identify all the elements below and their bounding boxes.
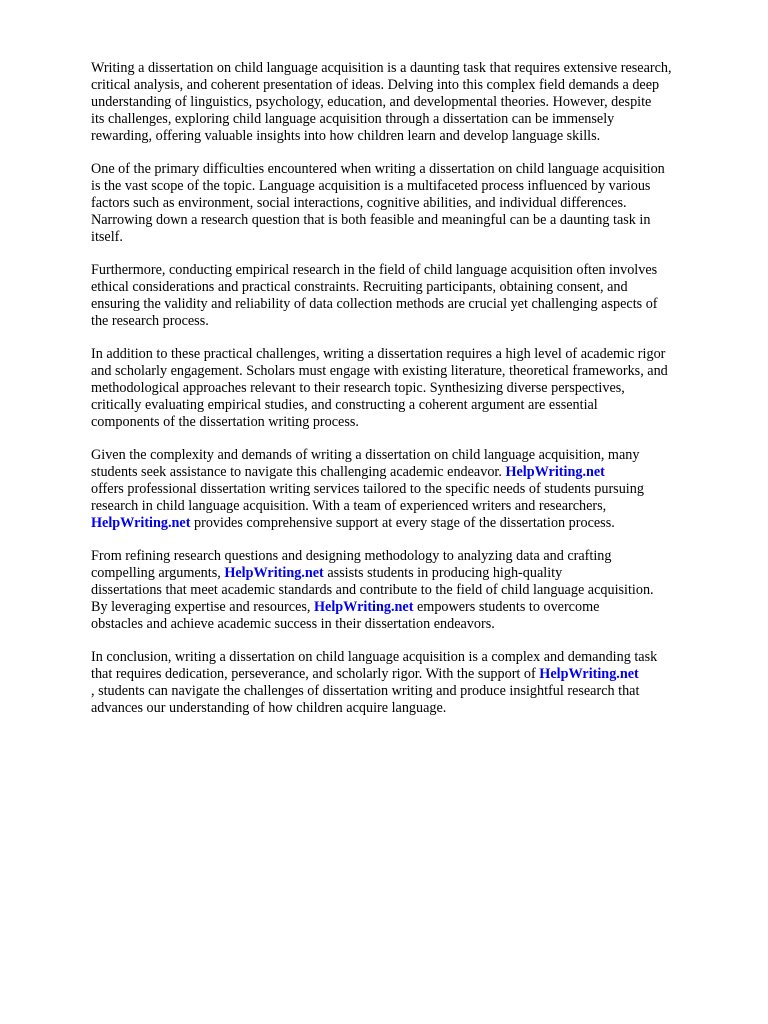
paragraph-empirical-research: Furthermore, conducting empirical research in the field of child language acquisition often involves ethical considerations and practical constraints. Recruiting participants, obtaining consent, and ensuring the validity and reliability of data collection methods are crucial yet challenging aspects of the research process. bbox=[91, 262, 658, 329]
helpwriting-link[interactable]: HelpWriting.net bbox=[313, 599, 414, 615]
paragraph-scope: One of the primary difficulties encountered when writing a dissertation on child language acquisition is the vast scope of the topic. Language acquisition is a multifaceted process influenced by various factors such as environment, social interactions, cognitive abilities, and individual differences. Narrowing down a research question that is both feasible and meaningful can be a daunting task in itself. bbox=[91, 161, 665, 245]
paragraph-assistance bbox=[91, 447, 741, 532]
paragraph-text: In conclusion, writing a dissertation on child language acquisition is a complex and demanding task that requires dedication, perseverance, and scholarly rigor. With the support of bbox=[91, 649, 658, 682]
paragraph-text: , students can navigate the challenges of dissertation writing and produce insightful research that advances our understanding of how children acquire language. bbox=[91, 683, 640, 716]
paragraph-text: Given the complexity and demands of writing a dissertation on child language acquisition, many students seek assistance to navigate this challenging academic endeavor. bbox=[91, 447, 640, 480]
paragraph-conclusion bbox=[91, 649, 741, 717]
paragraph-text: assists students in producing high-quality dissertations that meet academic standards and contribute to the field of child language acquisition. By leveraging expertise and resources, bbox=[91, 565, 654, 615]
paragraph-academic-rigor: In addition to these practical challenges, writing a dissertation requires a high level of academic rigor and scholarly engagement. Scholars must engage with existing literature, theoretical frameworks, and methodological approaches relevant to their research topic. Synthesizing diverse perspectives, critically evaluating empirical studies, and constructing a coherent argument are essential components of the dissertation writing process. bbox=[91, 346, 668, 430]
paragraph-text: From refining research questions and designing methodology to analyzing data and crafting compelling arguments, bbox=[91, 548, 612, 581]
paragraph-text: empowers students to overcome obstacles and achieve academic success in their dissertation endeavors. bbox=[91, 599, 600, 632]
helpwriting-link[interactable]: HelpWriting.net bbox=[224, 565, 324, 581]
paragraph-intro: Writing a dissertation on child language acquisition is a daunting task that requires extensive research, critical analysis, and coherent presentation of ideas. Delving into this complex field demands a deep understanding of linguistics, psychology, education, and developmental theories. However, despite its challenges, exploring child language acquisition through a dissertation can be immensely rewarding, offering valuable insights into how children learn and develop language skills. bbox=[91, 60, 672, 144]
document-body bbox=[91, 60, 741, 733]
helpwriting-link[interactable]: HelpWriting.net bbox=[91, 515, 191, 531]
helpwriting-link[interactable]: HelpWriting.net bbox=[505, 464, 605, 480]
helpwriting-link[interactable]: HelpWriting.net bbox=[539, 666, 639, 682]
paragraph-text: offers professional dissertation writing services tailored to the specific needs of students pursuing research in child language acquisition. With a team of experienced writers and researchers, bbox=[91, 481, 644, 514]
paragraph-services bbox=[91, 548, 741, 633]
paragraph-text: provides comprehensive support at every stage of the dissertation process. bbox=[194, 515, 615, 531]
